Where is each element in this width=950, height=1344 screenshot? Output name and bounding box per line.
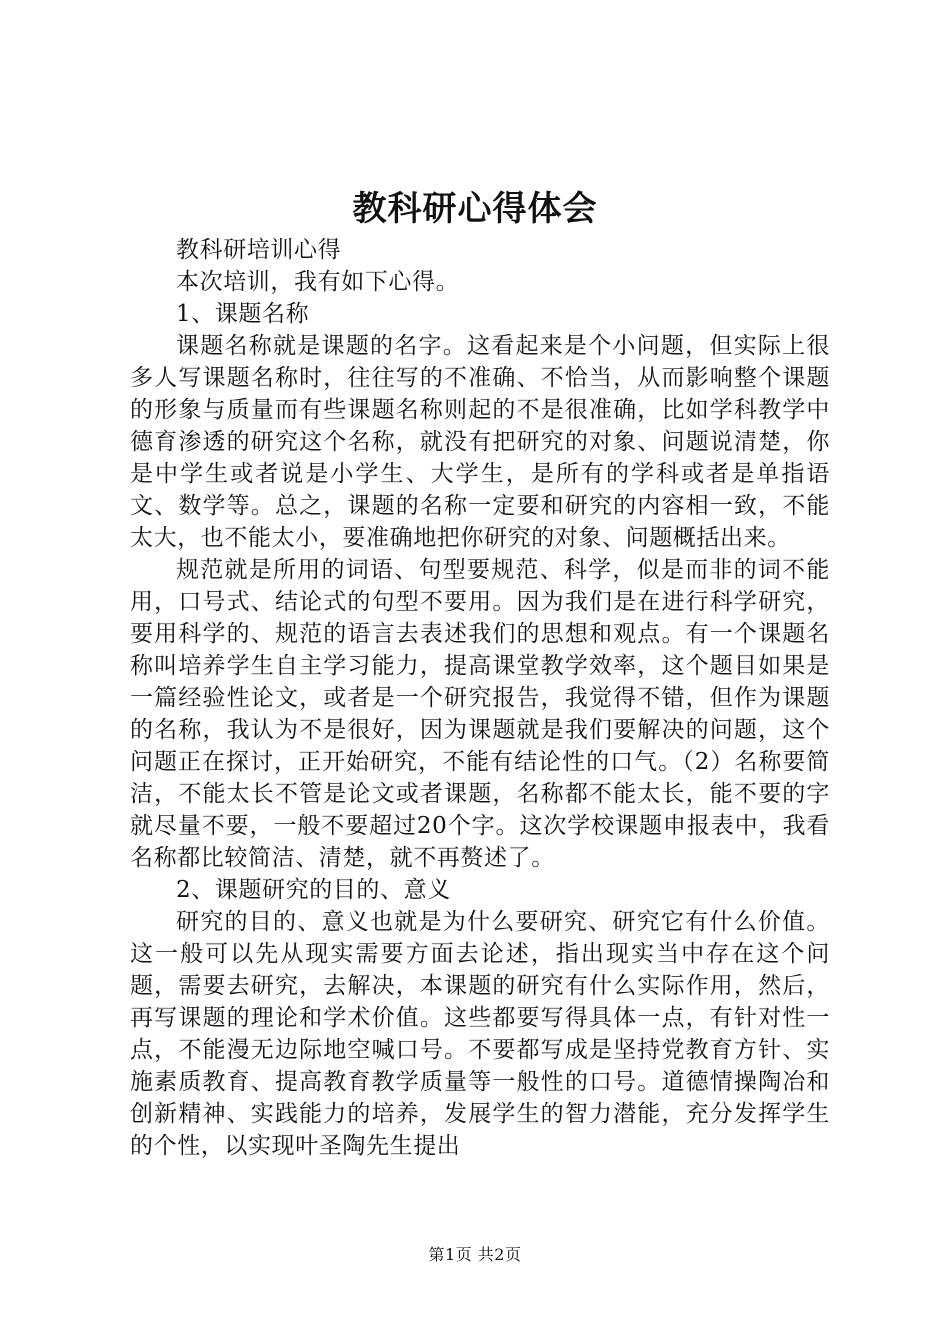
page-number-footer: 第1页 共2页: [428, 1245, 522, 1264]
document-body: [130, 234, 830, 1162]
subsection-heading-1: 1、课题名称: [176, 301, 310, 327]
body-paragraph: 研究的目的、意义也就是为什么要研究、研究它有什么价值。这一般可以先从现实需要方面去论述，指出现实当中存在这个问题，需要去研究，去解决，本课题的研究有什么实际作用，然后，再写课题的理论和学术价值。这些都要写得具体一点，有针对性一点，不能漫无边际地空喊口号。不要都写成是坚持党教育方针、实施素质教育、提高教育教学质量等一般性的口号。道德情操陶冶和创新精神、实践能力的培养，发展学生的智力潜能，充分发挥学生的个性，以实现叶圣陶先生提出: [130, 909, 830, 1159]
subsection-heading-2: 2、课题研究的目的、意义: [176, 877, 451, 903]
body-paragraph: 课题名称就是课题的名字。这看起来是个小问题，但实际上很多人写课题名称时，往往写的不准确、不恰当，从而影响整个课题的形象与质量而有些课题名称则起的不是很准确，比如学科教学中德育渗透的研究这个名称，就没有把研究的对象、问题说清楚，你是中学生或者说是小学生、大学生，是所有的学科或者是单指语文、数学等。总之，课题的名称一定要和研究的内容相一致，不能太大，也不能太小，要准确地把你研究的对象、问题概括出来。: [130, 333, 830, 551]
body-paragraph: 规范就是所用的词语、句型要规范、科学，似是而非的词不能用，口号式、结论式的句型不要用。因为我们是在进行科学研究，要用科学的、规范的语言去表述我们的思想和观点。有一个课题名称叫培养学生自主学习能力，提高课堂教学效率，这个题目如果是一篇经验性论文，或者是一个研究报告，我觉得不错，但作为课题的名称，我认为不是很好，因为课题就是我们要解决的问题，这个问题正在探讨，正开始研究，不能有结论性的口气。（2）名称要简洁，不能太长不管是论文或者课题，名称都不能太长，能不要的字就尽量不要，一般不要超过20个字。这次学校课题申报表中，我看名称都比较简洁、清楚，就不再赘述了。: [130, 557, 830, 871]
intro-paragraph: 本次培训，我有如下心得。: [176, 269, 460, 295]
document-title: 教科研心得体会: [352, 189, 598, 229]
section-heading: 教科研培训心得: [176, 237, 342, 263]
